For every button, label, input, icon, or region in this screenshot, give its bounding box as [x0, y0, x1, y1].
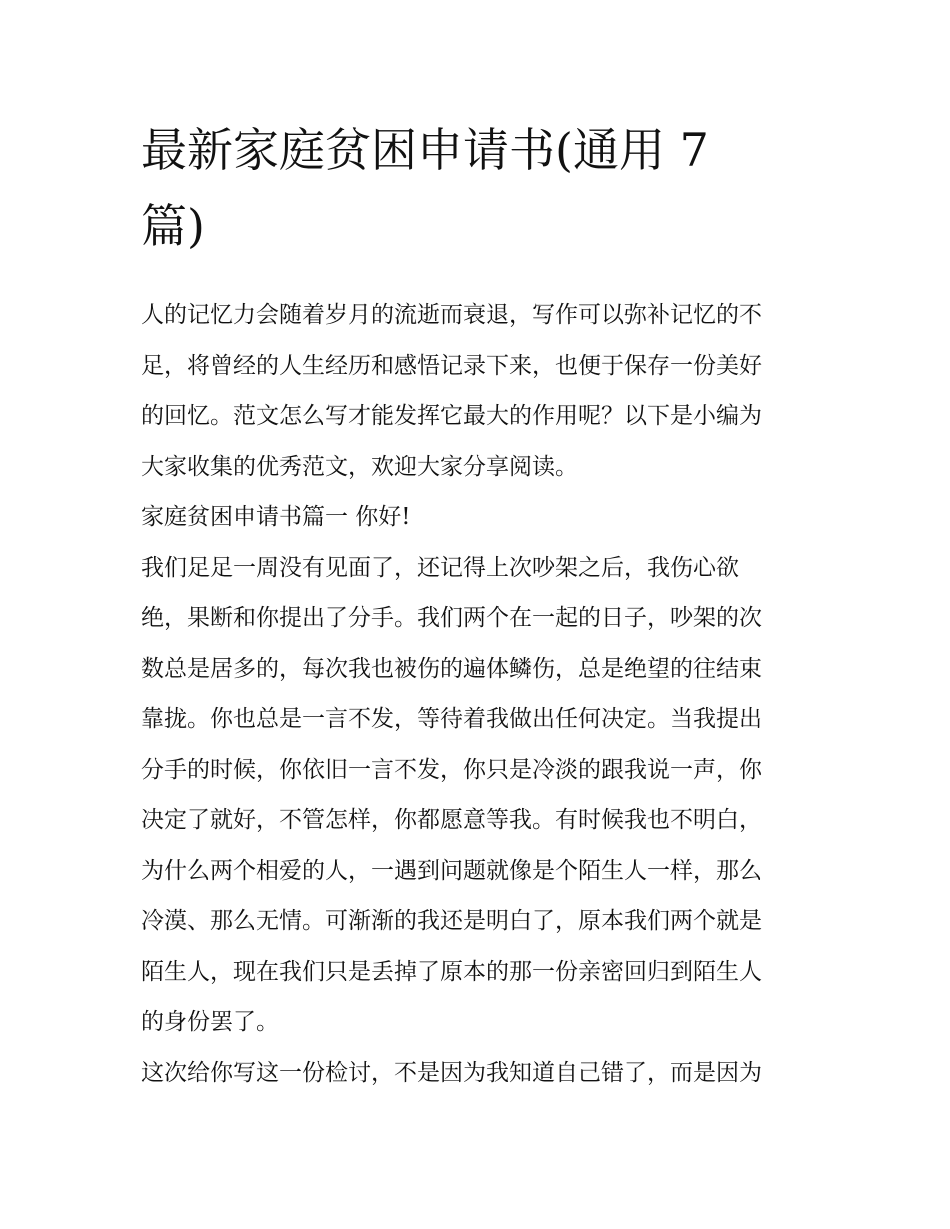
- text-line: 这次给你写这一份检讨，不是因为我知道自己错了，而是因为: [141, 1059, 762, 1086]
- document-title: [141, 112, 821, 264]
- text-line: 为什么两个相爱的人，一遇到问题就像是个陌生人一样，那么: [141, 857, 762, 884]
- text-line: 的身份罢了。: [141, 1009, 279, 1035]
- text-line: 的回忆。范文怎么写才能发挥它最大的作用呢？以下是小编为: [141, 403, 762, 429]
- text-line: 绝，果断和你提出了分手。我们两个在一起的日子，吵架的次: [141, 605, 762, 631]
- text-line: 家庭贫困申请书篇一 你好!: [141, 504, 411, 530]
- document-page: [141, 112, 821, 1098]
- text-line: 陌生人，现在我们只是丢掉了原本的那一份亲密回归到陌生人: [141, 958, 762, 985]
- text-line: 人的记忆力会随着岁月的流逝而衰退，写作可以弥补记忆的不: [141, 302, 762, 328]
- title-line: 篇): [141, 199, 205, 253]
- title-line: 最新家庭贫困申请书(通用 7: [141, 123, 709, 177]
- text-line: 冷漠、那么无情。可渐渐的我还是明白了，原本我们两个就是: [141, 908, 762, 934]
- document-body: [141, 290, 821, 1098]
- text-line: 靠拢。你也总是一言不发，等待着我做出任何决定。当我提出: [141, 706, 762, 732]
- paragraph-intro: [141, 290, 821, 492]
- text-line: 数总是居多的，每次我也被伤的遍体鳞伤，总是绝望的往结束: [141, 655, 762, 682]
- paragraph-letter: [141, 543, 821, 1048]
- paragraph-closing: [141, 1048, 821, 1099]
- section-heading: [141, 492, 821, 543]
- text-line: 足，将曾经的人生经历和感悟记录下来，也便于保存一份美好: [141, 352, 762, 379]
- text-line: 我们足足一周没有见面了，还记得上次吵架之后，我伤心欲: [141, 554, 739, 581]
- text-line: 决定了就好，不管怎样，你都愿意等我。有时候我也不明白，: [141, 807, 762, 833]
- text-line: 大家收集的优秀范文，欢迎大家分享阅读。: [141, 453, 578, 480]
- text-line: 分手的时候，你依旧一言不发，你只是冷淡的跟我说一声，你: [141, 756, 762, 783]
